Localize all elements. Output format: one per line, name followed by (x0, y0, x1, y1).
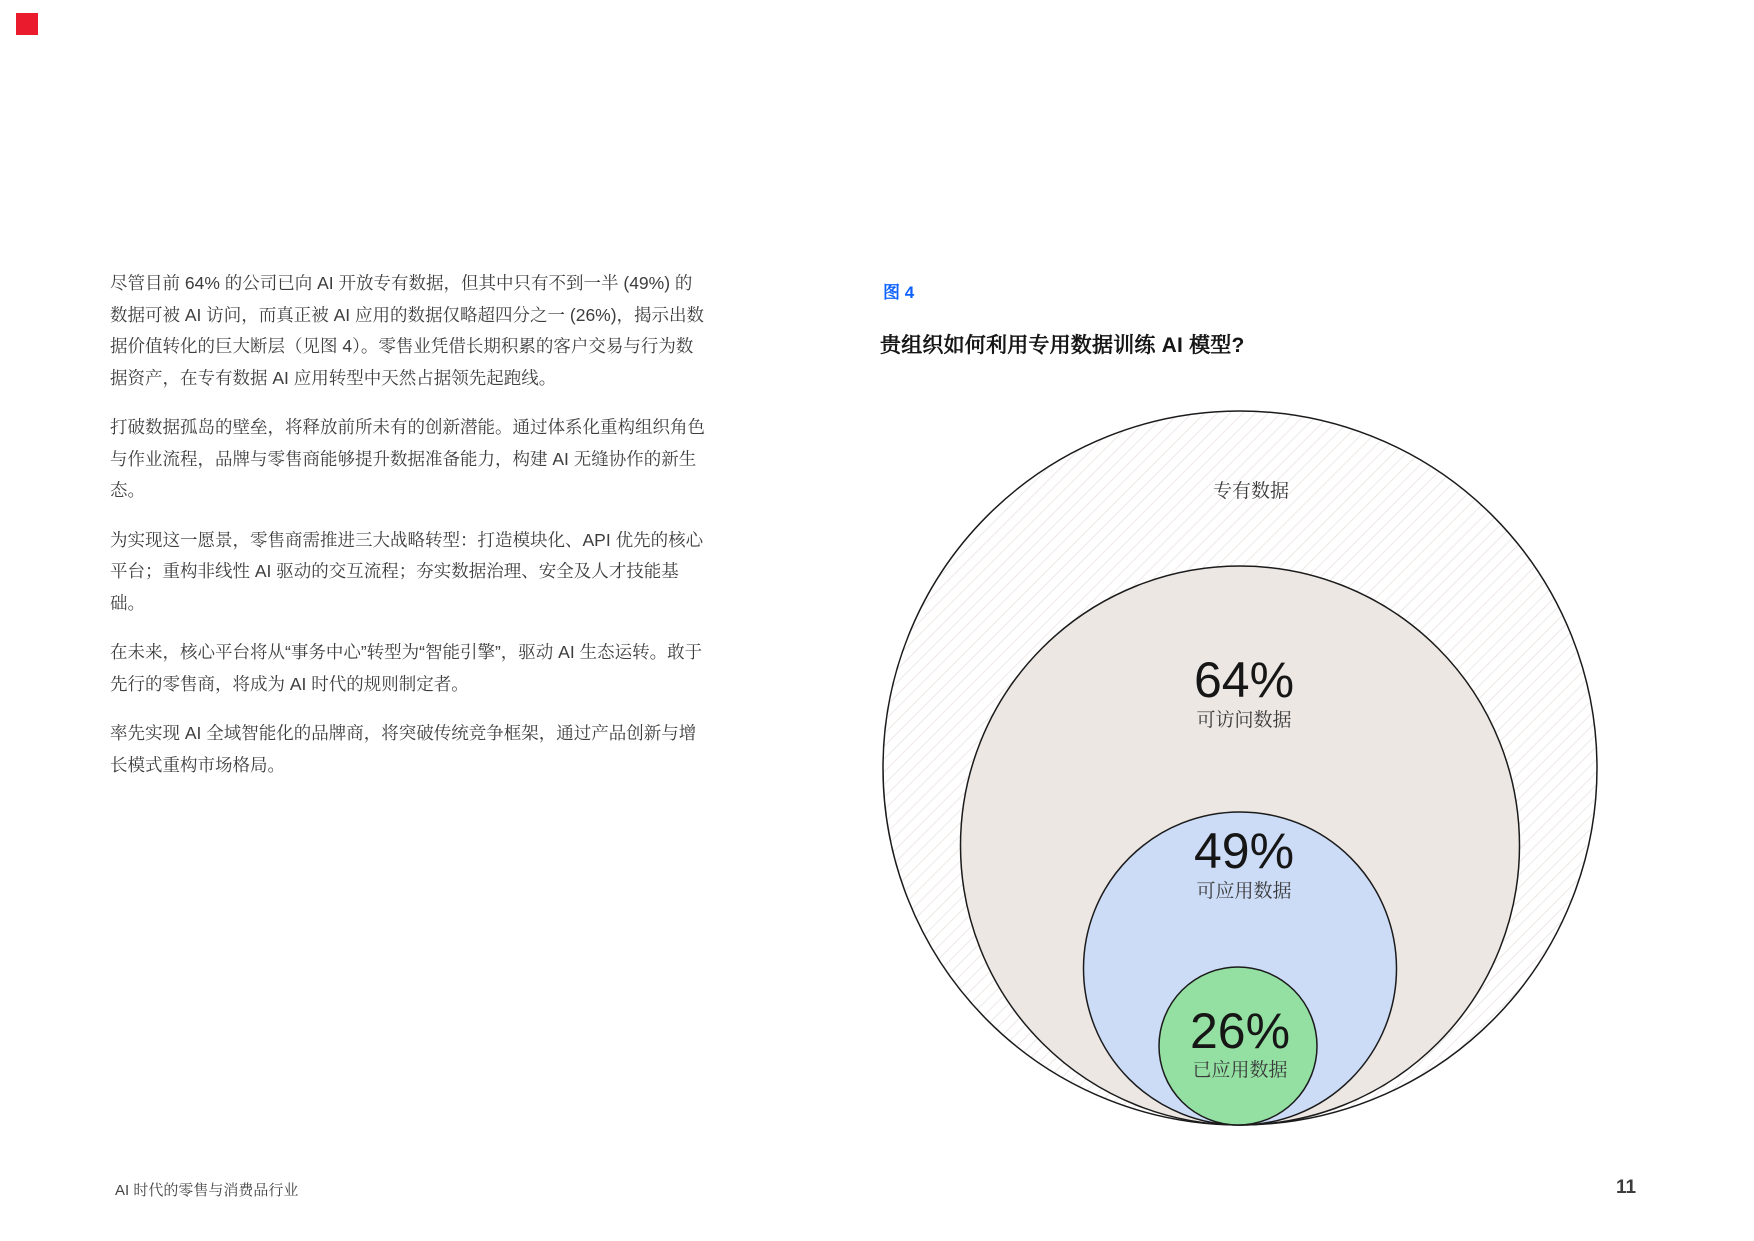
nested-circles-chart (858, 390, 1648, 1150)
figure-title: 贵组织如何利用专用数据训练 AI 模型? (880, 334, 1245, 357)
paragraph-2: 打破数据孤岛的壁垒，将释放前所未有的创新潜能。通过体系化重构组织角色与作业流程，品牌与零售商能够提升数据准备能力，构建 AI 无缝协作的新生态。 (110, 417, 705, 500)
figure-label: 图 4 (883, 283, 915, 302)
ring-49-label: 可应用数据 (1196, 881, 1292, 902)
article-column (110, 268, 706, 799)
ring-49-value: 49% (1193, 823, 1295, 879)
page-number: 11 (1616, 1177, 1637, 1198)
footer-report-title: AI 时代的零售与消费品行业 (115, 1182, 299, 1199)
paragraph-3: 为实现这一愿景，零售商需推进三大战略转型：打造模块化、API 优先的核心平台；重构非线性 AI 驱动的交互流程；夯实数据治理、安全及人才技能基础。 (110, 529, 704, 613)
ring-64-value: 64% (1193, 652, 1295, 708)
paragraph-1: 尽管目前 64% 的公司已向 AI 开放专有数据，但其中只有不到一半 (49%) 的数据可被 AI 访问，而真正被 AI 应用的数据仅略超四分之一 (26%)，揭示出数据价值转化的巨大断层（见图 4）。零售业凭借长期积累的客户交易与行为数据资产，在专有数据 AI 应用转型中天然占据领先起跑线。 (110, 273, 705, 388)
ring-26-value: 26% (1189, 1003, 1291, 1059)
paragraph-4: 在未来，核心平台将从“事务中心”转型为“智能引擎”，驱动 AI 生态运转。敢于先行的零售商，将成为 AI 时代的规则制定者。 (110, 642, 703, 694)
ring-64-label: 可访问数据 (1196, 710, 1292, 731)
red-square-logo (16, 13, 38, 35)
ring-26-label: 已应用数据 (1192, 1060, 1288, 1081)
paragraph-5: 率先实现 AI 全域智能化的品牌商，将突破传统竞争框架，通过产品创新与增长模式重构市场格局。 (110, 723, 697, 775)
ring-outer-label: 专有数据 (1212, 481, 1290, 502)
